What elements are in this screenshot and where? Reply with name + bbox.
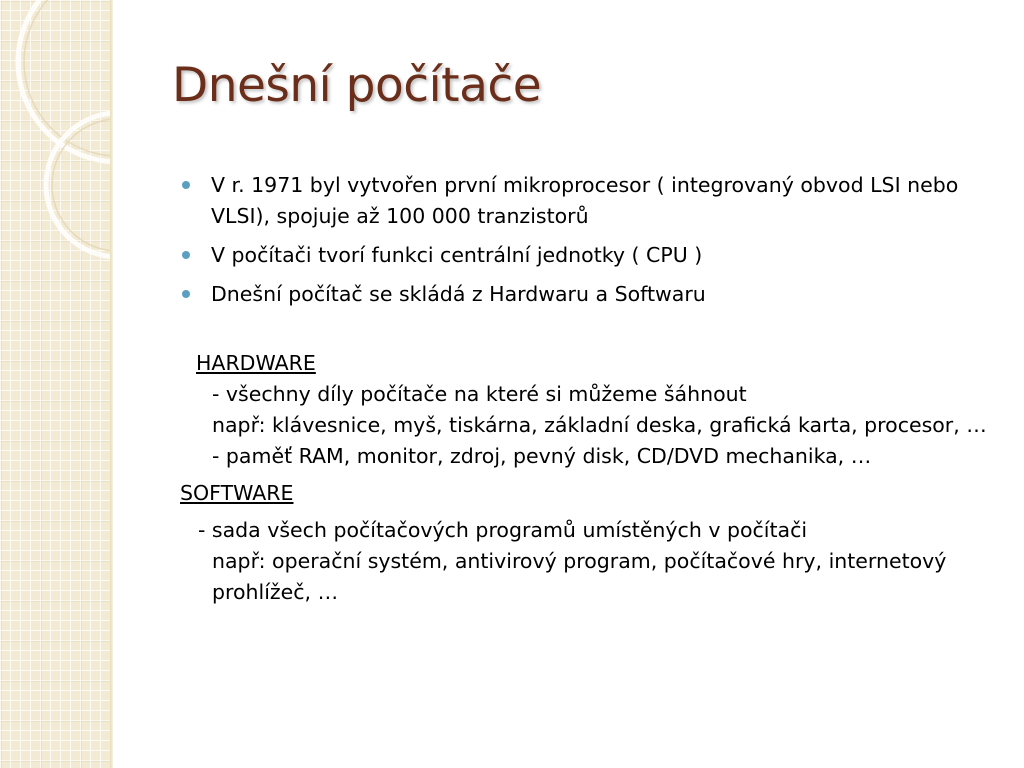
- bullet-icon: [182, 251, 190, 259]
- bullet-item: [180, 240, 1010, 271]
- hardware-line-1: - všechny díly počítače na které si můžeme šáhnout: [212, 382, 747, 406]
- decorative-side-panel: [0, 0, 113, 768]
- software-line-1: - sada všech počítačových programů umístěných v počítači: [198, 518, 808, 542]
- hardware-section: [180, 348, 1010, 472]
- software-section: [180, 515, 1010, 608]
- bullet-item: [180, 279, 1010, 310]
- bullet-text: Dnešní počítač se skládá z Hardwaru a Softwaru: [211, 282, 706, 306]
- software-heading: SOFTWARE: [180, 481, 294, 505]
- side-panel-edge: [110, 0, 113, 768]
- hardware-line-2: např: klávesnice, myš, tiskárna, základní deska, grafická karta, procesor, …: [212, 413, 987, 437]
- bullet-icon: [182, 290, 190, 298]
- bullet-text: V r. 1971 byl vytvořen první mikroprocesor ( integrovaný obvod LSI nebo VLSI), spojuje až 100 000 tranzistorů: [211, 173, 959, 228]
- slide-title: Dnešní počítače: [172, 58, 542, 113]
- bullet-item: [180, 170, 1010, 232]
- hardware-heading: HARDWARE: [196, 351, 316, 375]
- bullet-text: V počítači tvorí funkci centrální jednotky ( CPU ): [211, 243, 703, 267]
- bullet-icon: [182, 181, 190, 189]
- hardware-line-3: - paměť RAM, monitor, zdroj, pevný disk, CD/DVD mechanika, …: [212, 444, 872, 468]
- slide-content: [180, 170, 1010, 608]
- software-line-2: např: operační systém, antivirový program, počítačové hry, internetový prohlížeč, …: [212, 549, 947, 604]
- decorative-circles: [0, 0, 113, 768]
- bullet-list: [180, 170, 1010, 310]
